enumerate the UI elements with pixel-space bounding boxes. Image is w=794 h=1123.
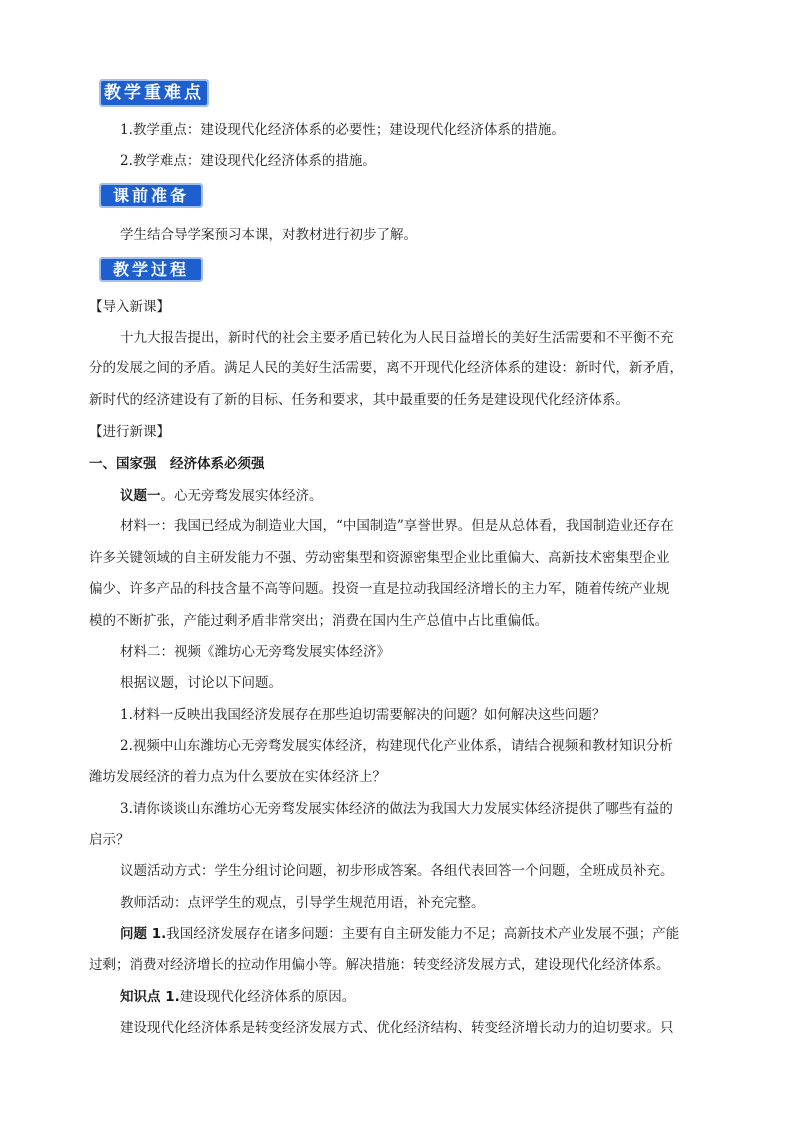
material-1-line-4: 模的不断扩张，产能过剩矛盾非常突出；消费在国内生产总值中占比重偏低。	[89, 613, 548, 629]
knowledge-point-1-label: 知识点 1.	[120, 989, 180, 1005]
knowledge-point-1	[120, 987, 701, 1007]
intro-line-1: 十九大报告提出，新时代的社会主要矛盾已转化为人民日益增长的美好生活需要和不平衡不充	[120, 330, 674, 346]
prep-text: 学生结合导学案预习本课，对教材进行初步了解。	[120, 227, 417, 243]
final-line: 建设现代化经济体系是转变经济发展方式、优化经济结构、转变经济增长动力的迫切要求。只	[120, 1020, 674, 1036]
section-badge-process: 教学过程	[99, 257, 203, 282]
focus-item-2: 2.教学难点：建设现代化经济体系的措施。	[120, 153, 376, 169]
focus-item-1: 1.教学重点：建设现代化经济体系的必要性；建设现代化经济体系的措施。	[120, 122, 565, 138]
topic-1-text: 。心无旁骛发展实体经济。	[160, 488, 323, 504]
answer-1-text: 我国经济发展存在诸多问题：主要有自主研发能力不足；高新技术产业发展不强；产能	[166, 926, 680, 942]
answer-1-label: 问题 1.	[120, 926, 167, 942]
activity-text: 议题活动方式：学生分组讨论问题，初步形成答案。各组代表回答一个问题，全班成员补充。	[120, 863, 674, 879]
question-3-line-1: 3.请你谈谈山东潍坊心无旁骛发展实体经济的做法为我国大力发展实体经济提供了哪些有益的	[120, 801, 673, 817]
new-lesson-heading: 【进行新课】	[89, 424, 170, 440]
section-badge-prep: 课前准备	[99, 183, 203, 208]
material-1-line-2: 许多关键领域的自主研发能力不强、劳动密集型和资源密集型企业比重偏大、高新技术密集型企业	[89, 550, 670, 566]
material-2: 材料二：视频《潍坊心无旁骛发展实体经济》	[120, 644, 390, 660]
material-1-line-3: 偏少、许多产品的科技含量不高等问题。投资一直是拉动我国经济增长的主力军，随着传统产业规	[89, 581, 670, 597]
discuss-prompt: 根据议题，讨论以下问题。	[120, 675, 282, 691]
question-2-line-1: 2.视频中山东潍坊心无旁骛发展实体经济，构建现代化产业体系，请结合视频和教材知识分析	[120, 738, 673, 754]
section-badge-focus: 教学重难点	[99, 79, 209, 107]
intro-line-2: 分的发展之间的矛盾。满足人民的美好生活需要，离不开现代化经济体系的建设：新时代，新矛盾，	[89, 360, 683, 376]
section-1-heading: 一、国家强 经济体系必须强	[89, 456, 265, 472]
teacher-activity: 教师活动：点评学生的观点，引导学生规范用语，补充完整。	[120, 895, 485, 911]
knowledge-point-1-text: 建设现代化经济体系的原因。	[179, 989, 356, 1005]
intro-line-3: 新时代的经济建设有了新的目标、任务和要求，其中最重要的任务是建设现代化经济体系。	[89, 392, 629, 408]
question-1: 1.材料一反映出我国经济发展存在那些迫切需要解决的问题？如何解决这些问题？	[120, 707, 606, 723]
answer-1-line-1	[120, 924, 701, 944]
topic-1-label: 议题一	[120, 488, 161, 504]
question-2-line-2: 潍坊发展经济的着力点为什么要放在实体经济上？	[89, 769, 386, 785]
material-1-line-1: 材料一：我国已经成为制造业大国，“中国制造”享誉世界。但是从总体看，我国制造业还存在	[120, 518, 674, 534]
answer-1-line-2: 过剩；消费对经济增长的拉动作用偏小等。解决措施：转变经济发展方式，建设现代化经济体系。	[89, 957, 670, 973]
question-3-line-2: 启示？	[89, 832, 130, 848]
topic-1	[120, 486, 701, 506]
intro-heading: 【导入新课】	[89, 299, 170, 315]
